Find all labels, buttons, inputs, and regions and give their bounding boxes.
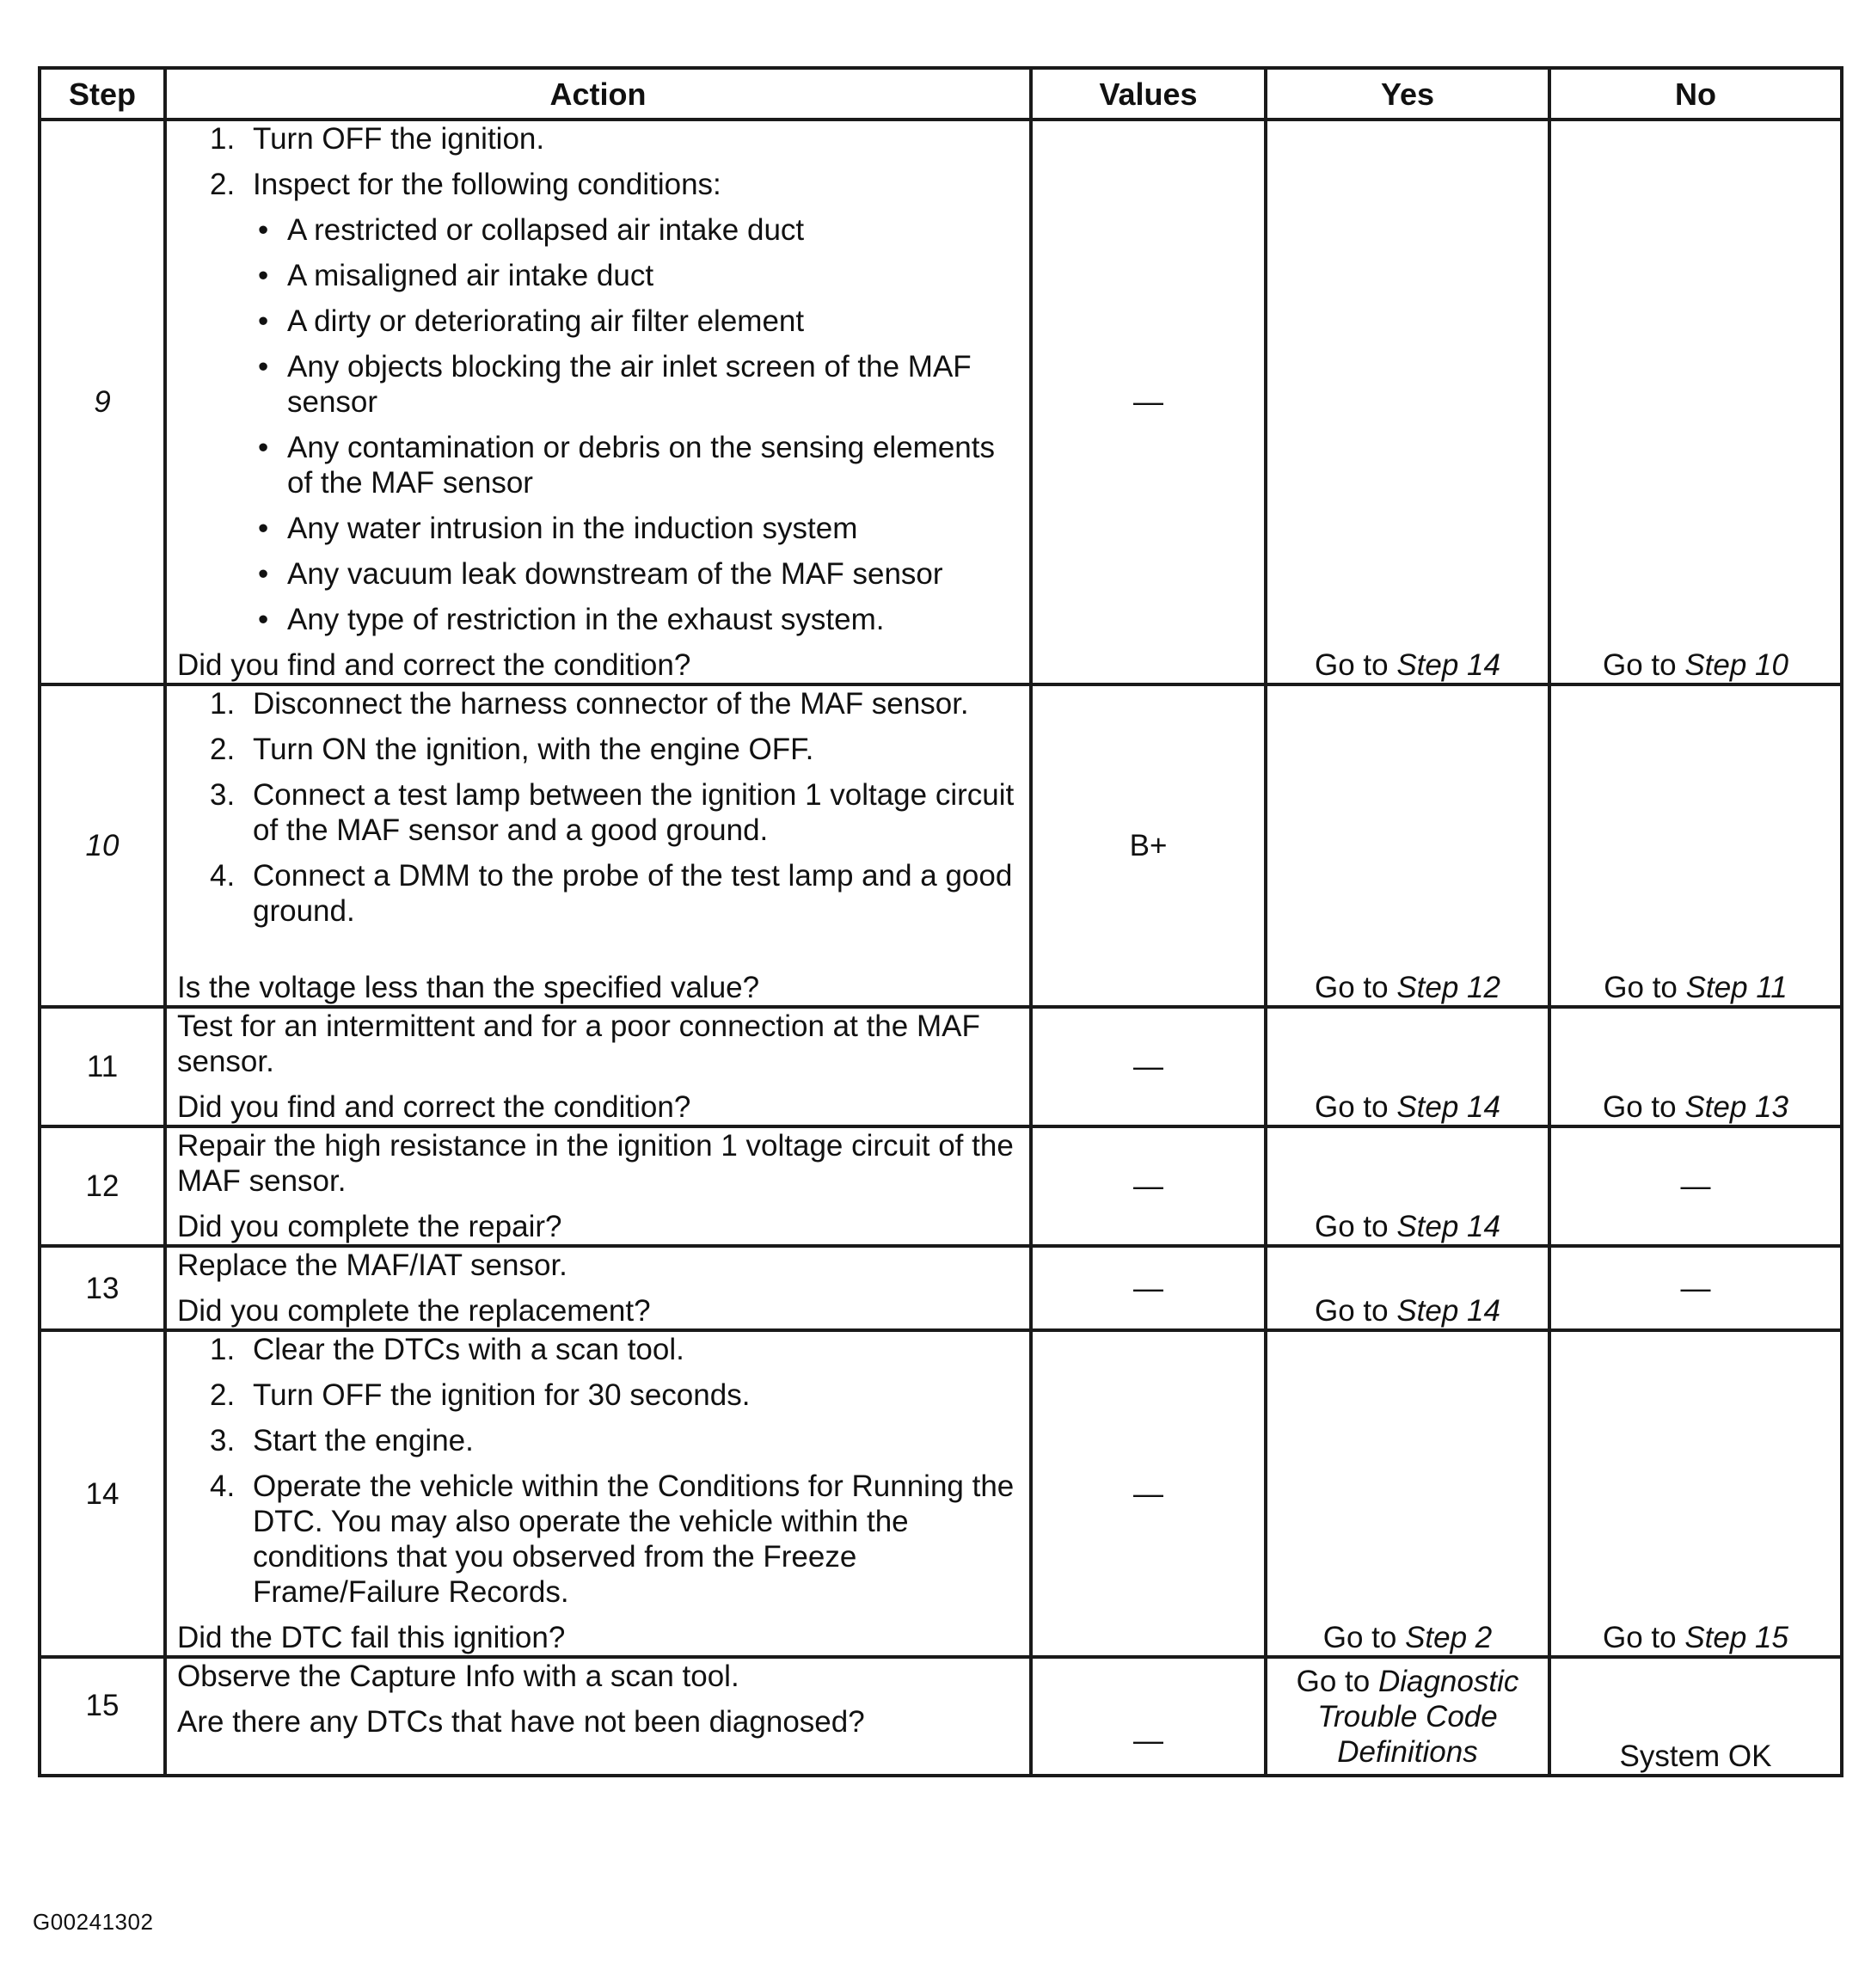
- list-number: 4.: [210, 859, 236, 893]
- list-item-text: Inspect for the following conditions:: [253, 168, 721, 201]
- list-number: 3.: [210, 1424, 236, 1457]
- goto-text: Go to: [1603, 648, 1685, 682]
- list-number: 3.: [210, 778, 236, 812]
- list-item: [177, 777, 1019, 848]
- step-reference: Step 10: [1684, 648, 1788, 682]
- bullet-item: [253, 430, 1019, 500]
- bullet-item: [253, 304, 1019, 339]
- action-question: Are there any DTCs that have not been diagnosed?: [177, 1705, 865, 1739]
- list-number: 2.: [210, 733, 236, 766]
- list-number: 1.: [210, 1333, 236, 1366]
- action-text: Observe the Capture Info with a scan tool.: [177, 1660, 739, 1693]
- action-cell: [165, 1246, 1031, 1330]
- values-cell: —: [1031, 1330, 1266, 1657]
- table-header-row: [40, 68, 1842, 120]
- numbered-list: [177, 686, 1019, 929]
- bullet-text: Any objects blocking the air inlet screen of the MAF sensor: [287, 350, 972, 419]
- step-number: 9: [40, 120, 165, 684]
- action-cell: [165, 1126, 1031, 1246]
- bullet-icon: •: [258, 512, 269, 545]
- list-item-text: Operate the vehicle within the Conditions for Running the DTC. You may also operate the vehicle within the conditions that you observed from the Freeze Frame/Failure Records.: [253, 1470, 1015, 1609]
- yes-cell: [1266, 684, 1549, 1007]
- bullet-item: [253, 349, 1019, 420]
- header-yes: Yes: [1266, 68, 1549, 120]
- bullet-text: Any contamination or debris on the sensing elements of the MAF sensor: [287, 431, 995, 500]
- step-reference: Step 11: [1685, 971, 1788, 1004]
- bullet-item: [253, 212, 1019, 248]
- list-number: 1.: [210, 687, 236, 721]
- bullet-icon: •: [258, 304, 269, 338]
- list-item: [177, 121, 1019, 156]
- bullet-text: Any type of restriction in the exhaust system.: [287, 603, 885, 636]
- list-item-text: Connect a DMM to the probe of the test lamp and a good ground.: [253, 859, 1013, 928]
- list-item: [177, 732, 1019, 767]
- no-cell: [1549, 1330, 1842, 1657]
- goto-text: Go to: [1296, 1665, 1378, 1698]
- values-cell: —: [1031, 120, 1266, 684]
- table-row-step-12: [40, 1126, 1842, 1246]
- values-cell: —: [1031, 1657, 1266, 1776]
- list-item-text: Turn OFF the ignition.: [253, 122, 545, 156]
- action-question: Did you find and correct the condition?: [177, 1090, 691, 1124]
- header-no: No: [1549, 68, 1842, 120]
- action-cell: [165, 120, 1031, 684]
- step-reference: Step 13: [1684, 1090, 1788, 1124]
- bullet-text: A misaligned air intake duct: [287, 259, 654, 292]
- bullet-icon: •: [258, 213, 269, 247]
- list-item: [177, 1469, 1019, 1610]
- list-item-text: Clear the DTCs with a scan tool.: [253, 1333, 684, 1366]
- action-text: Replace the MAF/IAT sensor.: [177, 1249, 567, 1282]
- list-item: [177, 1377, 1019, 1413]
- action-cell: [165, 1657, 1031, 1776]
- no-cell: [1549, 120, 1842, 684]
- step-reference: Diagnostic Trouble Code Definitions: [1317, 1665, 1519, 1769]
- list-number: 2.: [210, 168, 236, 201]
- table-row-step-13: [40, 1246, 1842, 1330]
- action-cell: [165, 1007, 1031, 1126]
- yes-cell: [1266, 1330, 1549, 1657]
- list-item: [177, 858, 1019, 929]
- diagnostic-table: [38, 66, 1843, 1777]
- list-item-text: Start the engine.: [253, 1424, 474, 1457]
- bullet-icon: •: [258, 603, 269, 636]
- action-text: Repair the high resistance in the ignition 1 voltage circuit of the MAF sensor.: [177, 1129, 1014, 1198]
- figure-code: G00241302: [33, 1909, 154, 1935]
- goto-text: Go to: [1315, 648, 1397, 682]
- table-row-step-14: [40, 1330, 1842, 1657]
- table-row-step-15: [40, 1657, 1842, 1776]
- step-number: 15: [40, 1657, 165, 1776]
- list-item-text: Turn OFF the ignition for 30 seconds.: [253, 1378, 751, 1412]
- values-cell: —: [1031, 1126, 1266, 1246]
- goto-text: Go to: [1315, 1210, 1397, 1243]
- list-item-text: Disconnect the harness connector of the MAF sensor.: [253, 687, 969, 721]
- step-reference: Step 14: [1396, 648, 1500, 682]
- action-text: Test for an intermittent and for a poor connection at the MAF sensor.: [177, 1009, 980, 1078]
- bullet-list: [253, 212, 1019, 637]
- header-values: Values: [1031, 68, 1266, 120]
- goto-text: Go to: [1603, 1090, 1685, 1124]
- step-number: 14: [40, 1330, 165, 1657]
- bullet-item: [253, 258, 1019, 293]
- step-reference: Step 14: [1396, 1210, 1500, 1243]
- no-cell: —: [1549, 1246, 1842, 1330]
- action-cell: [165, 684, 1031, 1007]
- action-question: Is the voltage less than the specified value?: [177, 971, 760, 1004]
- list-number: 4.: [210, 1470, 236, 1503]
- action-cell: [165, 1330, 1031, 1657]
- yes-cell: [1266, 1657, 1549, 1776]
- table-row-step-9: [40, 120, 1842, 684]
- no-cell: System OK: [1549, 1657, 1842, 1776]
- action-question: Did you complete the replacement?: [177, 1294, 651, 1328]
- list-number: 2.: [210, 1378, 236, 1412]
- step-reference: Step 12: [1396, 971, 1500, 1004]
- bullet-item: [253, 602, 1019, 637]
- bullet-icon: •: [258, 431, 269, 464]
- numbered-list: [177, 1332, 1019, 1610]
- action-question: Did you find and correct the condition?: [177, 648, 691, 682]
- bullet-icon: •: [258, 557, 269, 591]
- yes-cell: [1266, 1246, 1549, 1330]
- goto-text: Go to: [1315, 1294, 1397, 1328]
- header-step: Step: [40, 68, 165, 120]
- yes-cell: [1266, 1126, 1549, 1246]
- list-number: 1.: [210, 122, 236, 156]
- step-number: 11: [40, 1007, 165, 1126]
- step-reference: Step 14: [1396, 1090, 1500, 1124]
- bullet-text: Any vacuum leak downstream of the MAF sensor: [287, 557, 943, 591]
- yes-cell: [1266, 1007, 1549, 1126]
- step-number: 13: [40, 1246, 165, 1330]
- table-row-step-10: [40, 684, 1842, 1007]
- goto-text: Go to: [1322, 1621, 1406, 1654]
- goto-text: Go to: [1315, 1090, 1397, 1124]
- goto-text: Go to: [1315, 971, 1397, 1004]
- values-cell: B+: [1031, 684, 1266, 1007]
- bullet-text: A dirty or deteriorating air filter element: [287, 304, 805, 338]
- header-action: Action: [165, 68, 1031, 120]
- bullet-item: [253, 511, 1019, 546]
- spacer: [177, 939, 1019, 970]
- bullet-icon: •: [258, 350, 269, 383]
- list-item: [177, 686, 1019, 721]
- no-cell: [1549, 684, 1842, 1007]
- step-number: 10: [40, 684, 165, 1007]
- goto-text: Go to: [1603, 1621, 1685, 1654]
- list-item: [177, 1423, 1019, 1458]
- step-reference: Step 14: [1396, 1294, 1500, 1328]
- values-cell: —: [1031, 1007, 1266, 1126]
- step-reference: Step 15: [1684, 1621, 1788, 1654]
- action-question: Did you complete the repair?: [177, 1210, 562, 1243]
- step-reference: Step 2: [1405, 1621, 1493, 1654]
- yes-cell: [1266, 120, 1549, 684]
- step-number: 12: [40, 1126, 165, 1246]
- list-item-text: Turn ON the ignition, with the engine OFF.: [253, 733, 814, 766]
- table-row-step-11: [40, 1007, 1842, 1126]
- numbered-list: [177, 121, 1019, 637]
- no-cell: [1549, 1007, 1842, 1126]
- list-item-text: Connect a test lamp between the ignition 1 voltage circuit of the MAF sensor and a good ground.: [253, 778, 1015, 847]
- action-question: Did the DTC fail this ignition?: [177, 1621, 566, 1654]
- list-item: [177, 1332, 1019, 1367]
- bullet-item: [253, 556, 1019, 592]
- list-item: [177, 167, 1019, 637]
- no-cell: —: [1549, 1126, 1842, 1246]
- goto-text: Go to: [1604, 971, 1686, 1004]
- values-cell: —: [1031, 1246, 1266, 1330]
- bullet-text: A restricted or collapsed air intake duct: [287, 213, 805, 247]
- bullet-text: Any water intrusion in the induction system: [287, 512, 858, 545]
- bullet-icon: •: [258, 259, 269, 292]
